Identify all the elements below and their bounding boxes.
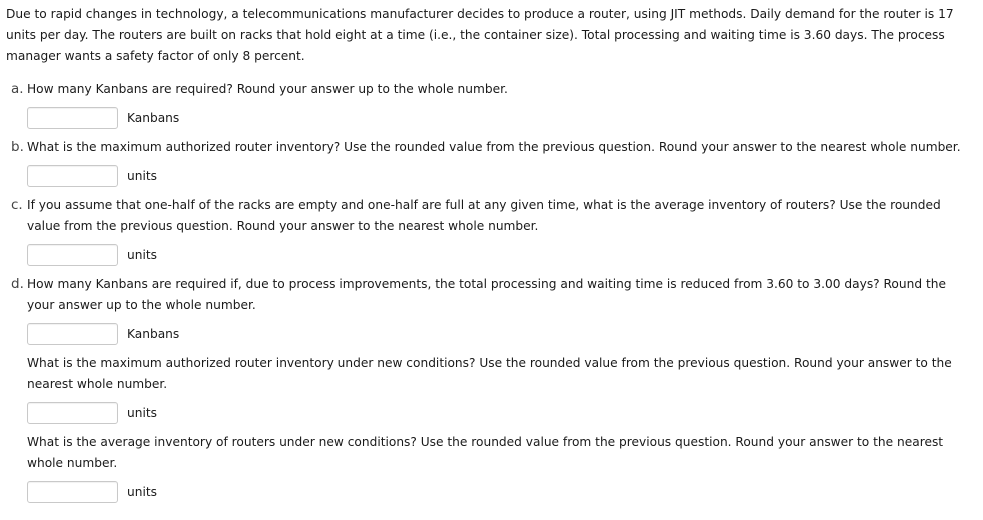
question-letter: b. <box>11 139 24 155</box>
question-d-max-inventory <box>27 353 977 395</box>
answer-input-d-average-inventory[interactable] <box>27 481 118 503</box>
answer-row-c <box>27 242 157 268</box>
unit-label: units <box>127 169 157 183</box>
answer-row-a <box>27 105 179 131</box>
answer-row-d <box>27 321 179 347</box>
question-text: How many Kanbans are required? Round your answer up to the whole number. <box>27 82 508 96</box>
unit-label: units <box>127 485 157 499</box>
answer-input-d-max-inventory[interactable] <box>27 402 118 424</box>
answer-input-d[interactable] <box>27 323 118 345</box>
unit-label: units <box>127 248 157 262</box>
problem-statement: Due to rapid changes in technology, a telecommunications manufacturer decides to produce a router, using JIT methods. Daily demand for the router is 17 units per day. The routers are built on racks that hold eight at a time (i.e., the container size). Total processing and waiting time is 3.60 days. The process manager wants a safety factor of only 8 percent. <box>6 7 954 63</box>
answer-input-a[interactable] <box>27 107 118 129</box>
unit-label: units <box>127 406 157 420</box>
question-d-average-inventory <box>27 432 977 474</box>
question-letter: d. <box>11 276 24 292</box>
question-text: What is the maximum authorized router inventory under new conditions? Use the rounded value from the previous question. Round your answer to the nearest whole number. <box>27 356 952 391</box>
question-a <box>11 79 977 100</box>
unit-label: Kanbans <box>127 111 180 125</box>
question-letter: a. <box>11 81 24 97</box>
question-text: How many Kanbans are required if, due to process improvements, the total processing and waiting time is reduced from 3.60 to 3.00 days? Round the your answer up to the whole number. <box>27 277 946 312</box>
question-text: What is the maximum authorized router inventory? Use the rounded value from the previous question. Round your answer to the nearest whole number. <box>27 140 961 154</box>
question-letter: c. <box>11 197 23 213</box>
question-c <box>11 195 977 237</box>
answer-row-b <box>27 163 157 189</box>
question-b <box>11 137 977 158</box>
answer-row-d-max-inventory <box>27 400 157 426</box>
unit-label: Kanbans <box>127 327 180 341</box>
question-text: What is the average inventory of routers under new conditions? Use the rounded value from the previous question. Round your answer to the nearest whole number. <box>27 435 944 470</box>
question-text: If you assume that one-half of the racks are empty and one-half are full at any given time, what is the average inventory of routers? Use the rounded value from the previous question. Round your answer to the nearest whole number. <box>27 198 941 233</box>
answer-input-c[interactable] <box>27 244 118 266</box>
answer-input-b[interactable] <box>27 165 118 187</box>
answer-row-d-average-inventory <box>27 479 157 505</box>
question-d <box>11 274 977 316</box>
